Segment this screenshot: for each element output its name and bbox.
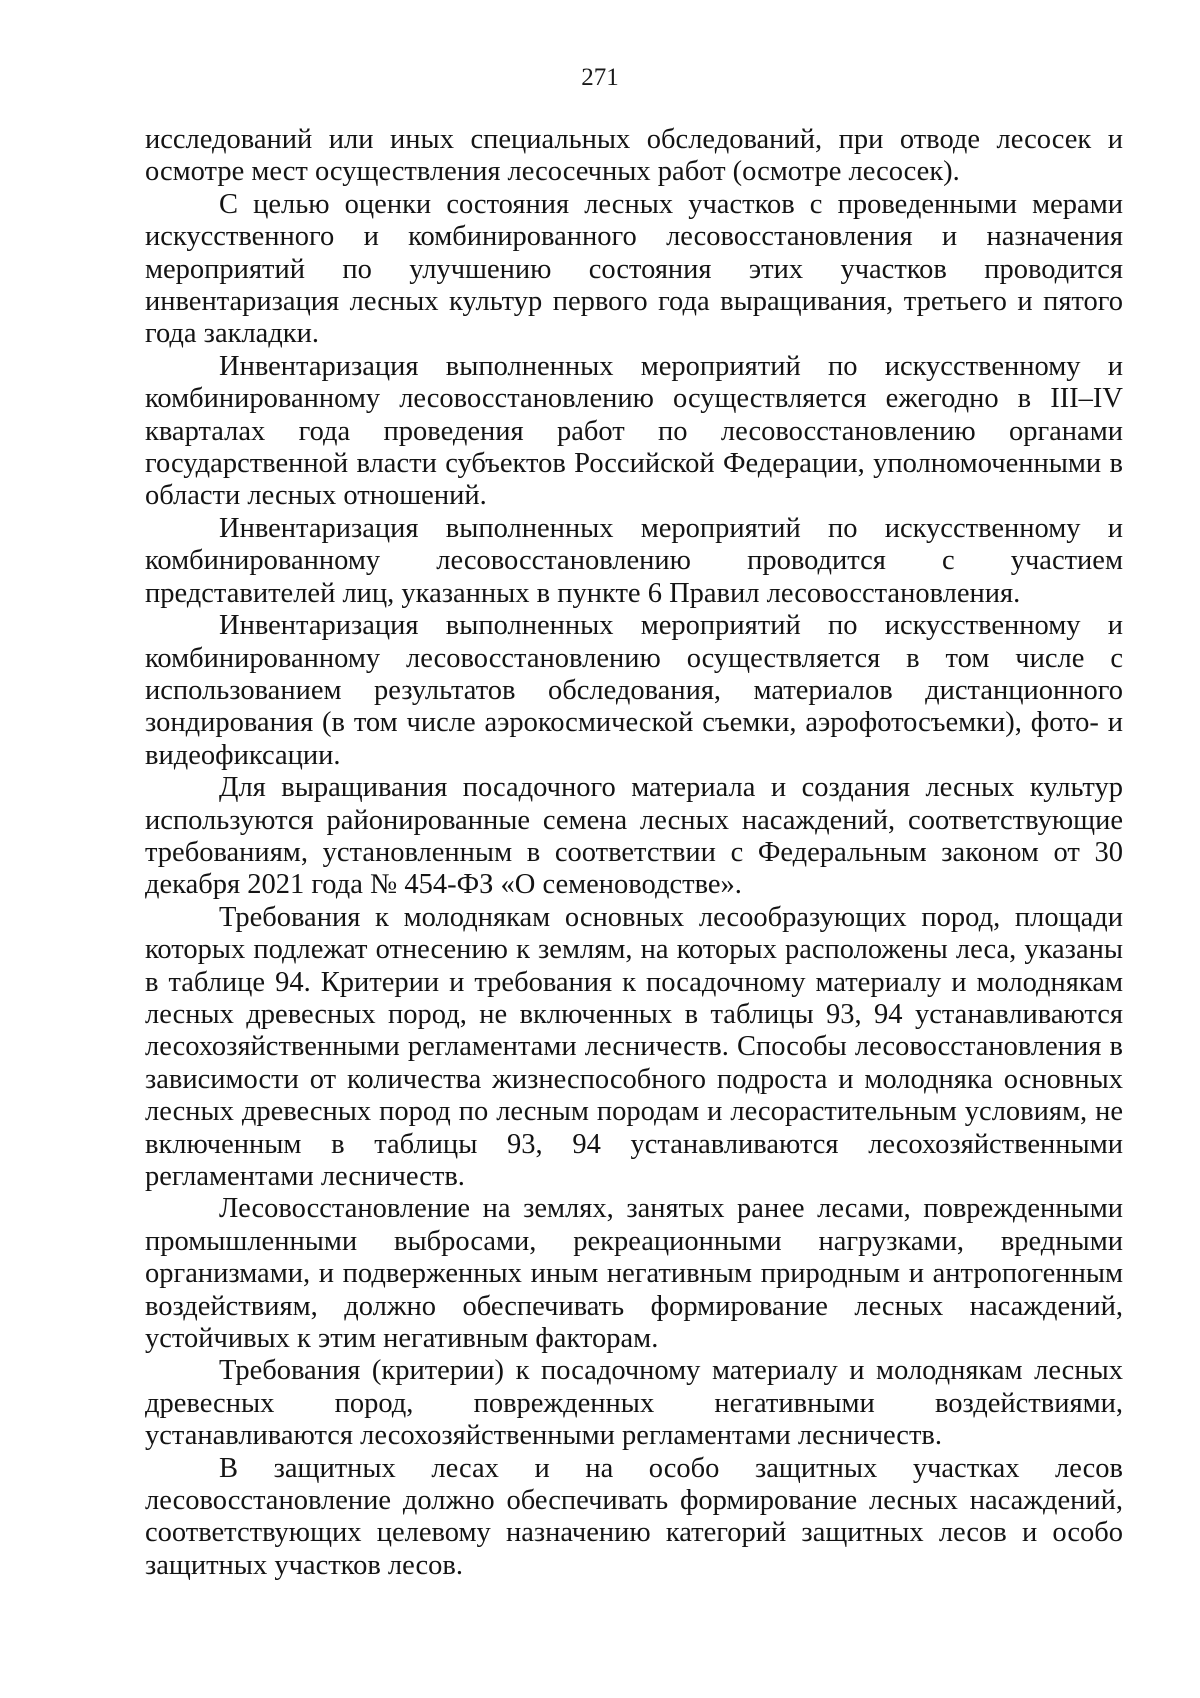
paragraph: Требования (критерии) к посадочному материалу и молоднякам лесных древесных пород, поврежденных негативными воздействиями, устанавливаются лесохозяйственными регламентами лесничеств. <box>145 1355 1123 1452</box>
paragraph: Инвентаризация выполненных мероприятий по искусственному и комбинированному лесовосстановлению проводится с участием представителей лиц, указанных в пункте 6 Правил лесовосстановления. <box>145 512 1123 609</box>
paragraph: Инвентаризация выполненных мероприятий по искусственному и комбинированному лесовосстановлению осуществляется ежегодно в III–IV кварталах года проведения работ по лесовосстановлению органами государственной власти субъектов Российской Федерации, уполномоченными в области лесных отношений. <box>145 350 1123 512</box>
page-number: 271 <box>581 64 619 91</box>
paragraph: Для выращивания посадочного материала и создания лесных культур используются районированные семена лесных насаждений, соответствующие требованиям, установленным в соответствии с Федеральным законом от 30 декабря 2021 года № 454-ФЗ «О семеноводстве». <box>145 772 1123 901</box>
paragraph: Требования к молоднякам основных лесообразующих пород, площади которых подлежат отнесению к землям, на которых расположены леса, указаны в таблице 94. Критерии и требования к посадочному материалу и молоднякам лесных древесных пород, не включенных в таблицы 93, 94 устанавливаются лесохозяйственными регламентами лесничеств. Способы лесовосстановления в зависимости от количества жизнеспособного подроста и молодняка основных лесных древесных пород по лесным породам и лесорастительным условиям, не включенным в таблицы 93, 94 устанавливаются лесохозяйственными регламентами лесничеств. <box>145 901 1123 1192</box>
paragraph: Инвентаризация выполненных мероприятий по искусственному и комбинированному лесовосстановлению осуществляется в том числе с использованием результатов обследования, материалов дистанционного зондирования (в том числе аэрокосмической съемки, аэрофотосъемки), фото- и видеофиксации. <box>145 610 1123 771</box>
document-body <box>145 124 1123 1582</box>
paragraph: Лесовосстановление на землях, занятых ранее лесами, поврежденными промышленными выбросами, рекреационными нагрузками, вредными организмами, и подверженных иным негативным природным и антропогенным воздействиям, должно обеспечивать формирование лесных насаждений, устойчивых к этим негативным факторам. <box>145 1193 1123 1355</box>
paragraph: В защитных лесах и на особо защитных участках лесов лесовосстановление должно обеспечивать формирование лесных насаждений, соответствующих целевому назначению категорий защитных лесов и особо защитных участков лесов. <box>145 1452 1123 1581</box>
paragraph: С целью оценки состояния лесных участков с проведенными мерами искусственного и комбинированного лесовосстановления и назначения мероприятий по улучшению состояния этих участков проводится инвентаризация лесных культур первого года выращивания, третьего и пятого года закладки. <box>145 188 1123 350</box>
paragraph: исследований или иных специальных обследований, при отводе лесосек и осмотре мест осуществления лесосечных работ (осмотре лесосек). <box>145 124 1123 188</box>
